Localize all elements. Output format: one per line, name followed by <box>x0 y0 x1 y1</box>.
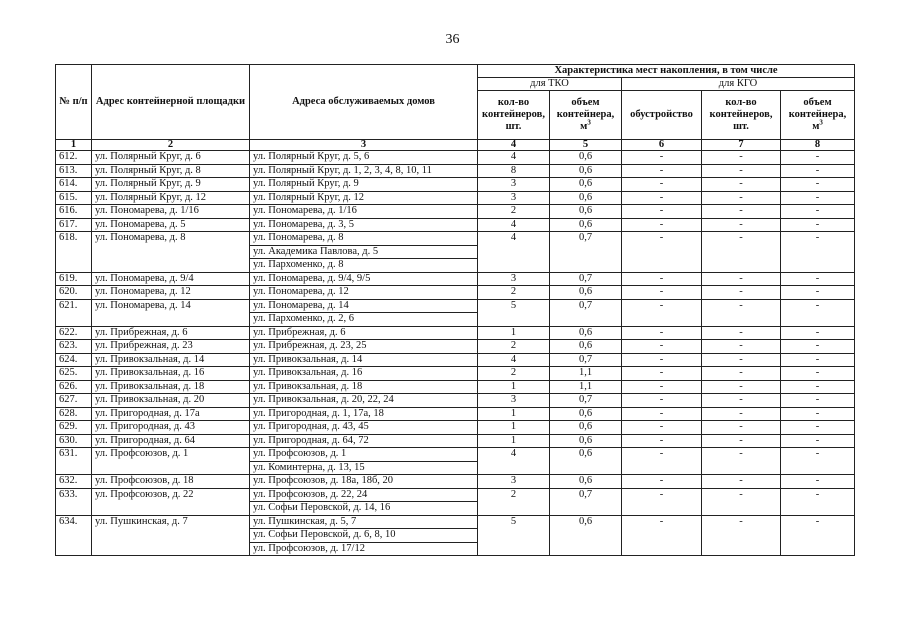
container-volume: 0,6 <box>550 434 622 448</box>
column-number: 8 <box>781 140 855 151</box>
container-volume: 0,6 <box>550 448 622 475</box>
kgo-count: - <box>702 191 781 205</box>
kgo-count: - <box>702 326 781 340</box>
row-number: 615. <box>56 191 92 205</box>
setup-value: - <box>622 434 702 448</box>
table-row <box>56 340 855 354</box>
container-count: 1 <box>478 434 550 448</box>
container-address: ул. Полярный Круг, д. 12 <box>92 191 250 205</box>
served-address: ул. Прибрежная, д. 23, 25 <box>250 340 478 354</box>
header-kgo: для КГО <box>622 78 855 91</box>
kgo-volume: - <box>781 475 855 489</box>
container-volume: 0,7 <box>550 299 622 326</box>
setup-value: - <box>622 178 702 192</box>
served-address: ул. Полярный Круг, д. 12 <box>250 191 478 205</box>
container-volume: 0,6 <box>550 205 622 219</box>
column-number: 1 <box>56 140 92 151</box>
column-number: 2 <box>92 140 250 151</box>
row-number: 614. <box>56 178 92 192</box>
kgo-volume: - <box>781 164 855 178</box>
row-number: 619. <box>56 272 92 286</box>
kgo-volume: - <box>781 367 855 381</box>
setup-value: - <box>622 421 702 435</box>
kgo-volume: - <box>781 299 855 326</box>
served-address: ул. Пригородная, д. 64, 72 <box>250 434 478 448</box>
row-number: 625. <box>56 367 92 381</box>
container-address: ул. Пономарева, д. 12 <box>92 286 250 300</box>
row-number: 629. <box>56 421 92 435</box>
table-row <box>56 178 855 192</box>
container-address: ул. Привокзальная, д. 16 <box>92 367 250 381</box>
table-row <box>56 191 855 205</box>
kgo-count: - <box>702 394 781 408</box>
container-volume: 0,6 <box>550 421 622 435</box>
kgo-count: - <box>702 272 781 286</box>
table-row <box>56 326 855 340</box>
container-address: ул. Профсоюзов, д. 22 <box>92 488 250 515</box>
container-volume: 1,1 <box>550 367 622 381</box>
column-number: 5 <box>550 140 622 151</box>
kgo-count: - <box>702 515 781 556</box>
row-number: 634. <box>56 515 92 556</box>
container-volume: 0,6 <box>550 151 622 165</box>
container-address: ул. Пригородная, д. 17а <box>92 407 250 421</box>
container-volume: 0,6 <box>550 340 622 354</box>
served-address: ул. Софьи Перовской, д. 14, 16 <box>250 502 478 516</box>
kgo-count: - <box>702 434 781 448</box>
served-address: ул. Пархоменко, д. 2, 6 <box>250 313 478 327</box>
row-number: 624. <box>56 353 92 367</box>
container-volume: 0,6 <box>550 218 622 232</box>
column-number: 6 <box>622 140 702 151</box>
header-served: Адреса обслуживаемых домов <box>250 65 478 140</box>
container-address: ул. Полярный Круг, д. 9 <box>92 178 250 192</box>
table-row <box>56 475 855 489</box>
container-count: 2 <box>478 340 550 354</box>
container-volume: 0,6 <box>550 407 622 421</box>
kgo-volume: - <box>781 394 855 408</box>
served-address: ул. Привокзальная, д. 16 <box>250 367 478 381</box>
kgo-volume: - <box>781 340 855 354</box>
container-address: ул. Пригородная, д. 43 <box>92 421 250 435</box>
container-count: 4 <box>478 151 550 165</box>
served-address: ул. Коминтерна, д. 13, 15 <box>250 461 478 475</box>
container-count: 2 <box>478 286 550 300</box>
header-count: кол-во контейнеров, шт. <box>478 91 550 140</box>
table-row <box>56 448 855 462</box>
row-number: 631. <box>56 448 92 475</box>
kgo-volume: - <box>781 286 855 300</box>
column-numbers-row <box>56 140 855 151</box>
served-address: ул. Привокзальная, д. 18 <box>250 380 478 394</box>
container-address: ул. Привокзальная, д. 14 <box>92 353 250 367</box>
served-address: ул. Профсоюзов, д. 1 <box>250 448 478 462</box>
container-count: 2 <box>478 367 550 381</box>
table-row <box>56 488 855 502</box>
kgo-volume: - <box>781 353 855 367</box>
served-address: ул. Профсоюзов, д. 22, 24 <box>250 488 478 502</box>
container-address: ул. Пономарева, д. 5 <box>92 218 250 232</box>
kgo-count: - <box>702 380 781 394</box>
row-number: 620. <box>56 286 92 300</box>
table-row <box>56 515 855 529</box>
table-body <box>56 151 855 556</box>
container-volume: 0,7 <box>550 232 622 273</box>
setup-value: - <box>622 191 702 205</box>
kgo-volume: - <box>781 488 855 515</box>
setup-value: - <box>622 515 702 556</box>
kgo-count: - <box>702 340 781 354</box>
served-address: ул. Пономарева, д. 8 <box>250 232 478 246</box>
container-volume: 0,7 <box>550 394 622 408</box>
container-address: ул. Пригородная, д. 64 <box>92 434 250 448</box>
table-row <box>56 205 855 219</box>
column-number: 3 <box>250 140 478 151</box>
container-volume: 0,6 <box>550 178 622 192</box>
table-row <box>56 353 855 367</box>
served-address: ул. Софьи Перовской, д. 6, 8, 10 <box>250 529 478 543</box>
container-address: ул. Прибрежная, д. 23 <box>92 340 250 354</box>
setup-value: - <box>622 448 702 475</box>
kgo-volume: - <box>781 151 855 165</box>
header-characteristics: Характеристика мест накопления, в том числе <box>478 65 855 78</box>
table-row <box>56 421 855 435</box>
served-address: ул. Пушкинская, д. 5, 7 <box>250 515 478 529</box>
container-count: 1 <box>478 326 550 340</box>
setup-value: - <box>622 232 702 273</box>
served-address: ул. Пригородная, д. 43, 45 <box>250 421 478 435</box>
container-volume: 0,7 <box>550 353 622 367</box>
container-address: ул. Пономарева, д. 1/16 <box>92 205 250 219</box>
page-number: 36 <box>445 32 460 47</box>
row-number: 627. <box>56 394 92 408</box>
setup-value: - <box>622 475 702 489</box>
header-address: Адрес контейнерной площадки <box>92 65 250 140</box>
row-number: 630. <box>56 434 92 448</box>
column-number: 7 <box>702 140 781 151</box>
container-count: 2 <box>478 205 550 219</box>
header-kgo-count: кол-во контейнеров, шт. <box>702 91 781 140</box>
container-count: 1 <box>478 380 550 394</box>
kgo-volume: - <box>781 434 855 448</box>
served-address: ул. Академика Павлова, д. 5 <box>250 245 478 259</box>
container-address: ул. Привокзальная, д. 20 <box>92 394 250 408</box>
header-kgo-volume: объем контейнера, $м^3$ <box>781 91 855 140</box>
setup-value: - <box>622 407 702 421</box>
served-address: ул. Пригородная, д. 1, 17а, 18 <box>250 407 478 421</box>
row-number: 621. <box>56 299 92 326</box>
setup-value: - <box>622 151 702 165</box>
row-number: 633. <box>56 488 92 515</box>
container-volume: 0,7 <box>550 272 622 286</box>
kgo-volume: - <box>781 178 855 192</box>
row-number: 623. <box>56 340 92 354</box>
served-address: ул. Полярный Круг, д. 1, 2, 3, 4, 8, 10, 11 <box>250 164 478 178</box>
setup-value: - <box>622 326 702 340</box>
row-number: 622. <box>56 326 92 340</box>
setup-value: - <box>622 394 702 408</box>
served-address: ул. Пономарева, д. 9/4, 9/5 <box>250 272 478 286</box>
row-number: 618. <box>56 232 92 273</box>
container-count: 4 <box>478 353 550 367</box>
container-count: 4 <box>478 448 550 475</box>
kgo-count: - <box>702 286 781 300</box>
container-address: ул. Полярный Круг, д. 8 <box>92 164 250 178</box>
kgo-count: - <box>702 353 781 367</box>
container-address: ул. Привокзальная, д. 18 <box>92 380 250 394</box>
kgo-volume: - <box>781 205 855 219</box>
table-row <box>56 380 855 394</box>
setup-value: - <box>622 286 702 300</box>
container-count: 5 <box>478 299 550 326</box>
kgo-count: - <box>702 218 781 232</box>
kgo-volume: - <box>781 515 855 556</box>
kgo-volume: - <box>781 380 855 394</box>
container-address: ул. Прибрежная, д. 6 <box>92 326 250 340</box>
container-count: 3 <box>478 178 550 192</box>
kgo-count: - <box>702 407 781 421</box>
served-address: ул. Привокзальная, д. 20, 22, 24 <box>250 394 478 408</box>
kgo-volume: - <box>781 191 855 205</box>
row-number: 632. <box>56 475 92 489</box>
served-address: ул. Профсоюзов, д. 17/12 <box>250 542 478 556</box>
row-number: 626. <box>56 380 92 394</box>
container-volume: 0,7 <box>550 488 622 515</box>
table-row <box>56 151 855 165</box>
row-number: 617. <box>56 218 92 232</box>
table-row <box>56 299 855 313</box>
served-address: ул. Пономарева, д. 12 <box>250 286 478 300</box>
table-header <box>56 65 855 151</box>
setup-value: - <box>622 299 702 326</box>
served-address: ул. Пономарева, д. 1/16 <box>250 205 478 219</box>
table-row <box>56 232 855 246</box>
table-row <box>56 272 855 286</box>
setup-value: - <box>622 164 702 178</box>
setup-value: - <box>622 488 702 515</box>
table-row <box>56 286 855 300</box>
table-row <box>56 407 855 421</box>
container-address: ул. Профсоюзов, д. 1 <box>92 448 250 475</box>
setup-value: - <box>622 353 702 367</box>
kgo-count: - <box>702 488 781 515</box>
header-setup: обустройство <box>622 91 702 140</box>
setup-value: - <box>622 380 702 394</box>
row-number: 613. <box>56 164 92 178</box>
container-count: 3 <box>478 191 550 205</box>
container-count: 3 <box>478 272 550 286</box>
containers-table <box>55 64 855 556</box>
container-volume: 0,6 <box>550 164 622 178</box>
container-address: ул. Пушкинская, д. 7 <box>92 515 250 556</box>
kgo-volume: - <box>781 448 855 475</box>
table-row <box>56 164 855 178</box>
served-address: ул. Пархоменко, д. 8 <box>250 259 478 273</box>
table-row <box>56 394 855 408</box>
kgo-volume: - <box>781 272 855 286</box>
setup-value: - <box>622 272 702 286</box>
table-row <box>56 218 855 232</box>
served-address: ул. Профсоюзов, д. 18а, 18б, 20 <box>250 475 478 489</box>
container-count: 8 <box>478 164 550 178</box>
served-address: ул. Привокзальная, д. 14 <box>250 353 478 367</box>
kgo-count: - <box>702 421 781 435</box>
kgo-volume: - <box>781 407 855 421</box>
header-num: № п/п <box>56 65 92 140</box>
container-count: 3 <box>478 475 550 489</box>
header-tko: для ТКО <box>478 78 622 91</box>
container-volume: 0,6 <box>550 475 622 489</box>
container-address: ул. Пономарева, д. 9/4 <box>92 272 250 286</box>
kgo-volume: - <box>781 232 855 273</box>
kgo-count: - <box>702 178 781 192</box>
row-number: 612. <box>56 151 92 165</box>
kgo-count: - <box>702 367 781 381</box>
kgo-volume: - <box>781 421 855 435</box>
container-address: ул. Профсоюзов, д. 18 <box>92 475 250 489</box>
container-volume: 0,6 <box>550 326 622 340</box>
container-address: ул. Пономарева, д. 8 <box>92 232 250 273</box>
container-count: 1 <box>478 407 550 421</box>
container-volume: 0,6 <box>550 191 622 205</box>
setup-value: - <box>622 340 702 354</box>
container-volume: 0,6 <box>550 515 622 556</box>
container-volume: 1,1 <box>550 380 622 394</box>
kgo-volume: - <box>781 326 855 340</box>
served-address: ул. Пономарева, д. 3, 5 <box>250 218 478 232</box>
table-row <box>56 434 855 448</box>
container-count: 5 <box>478 515 550 556</box>
row-number: 628. <box>56 407 92 421</box>
kgo-count: - <box>702 299 781 326</box>
setup-value: - <box>622 205 702 219</box>
kgo-count: - <box>702 475 781 489</box>
header-volume: объем контейнера, $м^3$ <box>550 91 622 140</box>
container-volume: 0,6 <box>550 286 622 300</box>
setup-value: - <box>622 218 702 232</box>
container-count: 3 <box>478 394 550 408</box>
container-count: 1 <box>478 421 550 435</box>
setup-value: - <box>622 367 702 381</box>
table-row <box>56 367 855 381</box>
kgo-count: - <box>702 232 781 273</box>
container-count: 4 <box>478 232 550 273</box>
served-address: ул. Пономарева, д. 14 <box>250 299 478 313</box>
kgo-count: - <box>702 164 781 178</box>
served-address: ул. Полярный Круг, д. 5, 6 <box>250 151 478 165</box>
container-address: ул. Пономарева, д. 14 <box>92 299 250 326</box>
kgo-count: - <box>702 448 781 475</box>
container-address: ул. Полярный Круг, д. 6 <box>92 151 250 165</box>
served-address: ул. Прибрежная, д. 6 <box>250 326 478 340</box>
kgo-volume: - <box>781 218 855 232</box>
kgo-count: - <box>702 151 781 165</box>
container-count: 4 <box>478 218 550 232</box>
kgo-count: - <box>702 205 781 219</box>
container-count: 2 <box>478 488 550 515</box>
column-number: 4 <box>478 140 550 151</box>
served-address: ул. Полярный Круг, д. 9 <box>250 178 478 192</box>
row-number: 616. <box>56 205 92 219</box>
